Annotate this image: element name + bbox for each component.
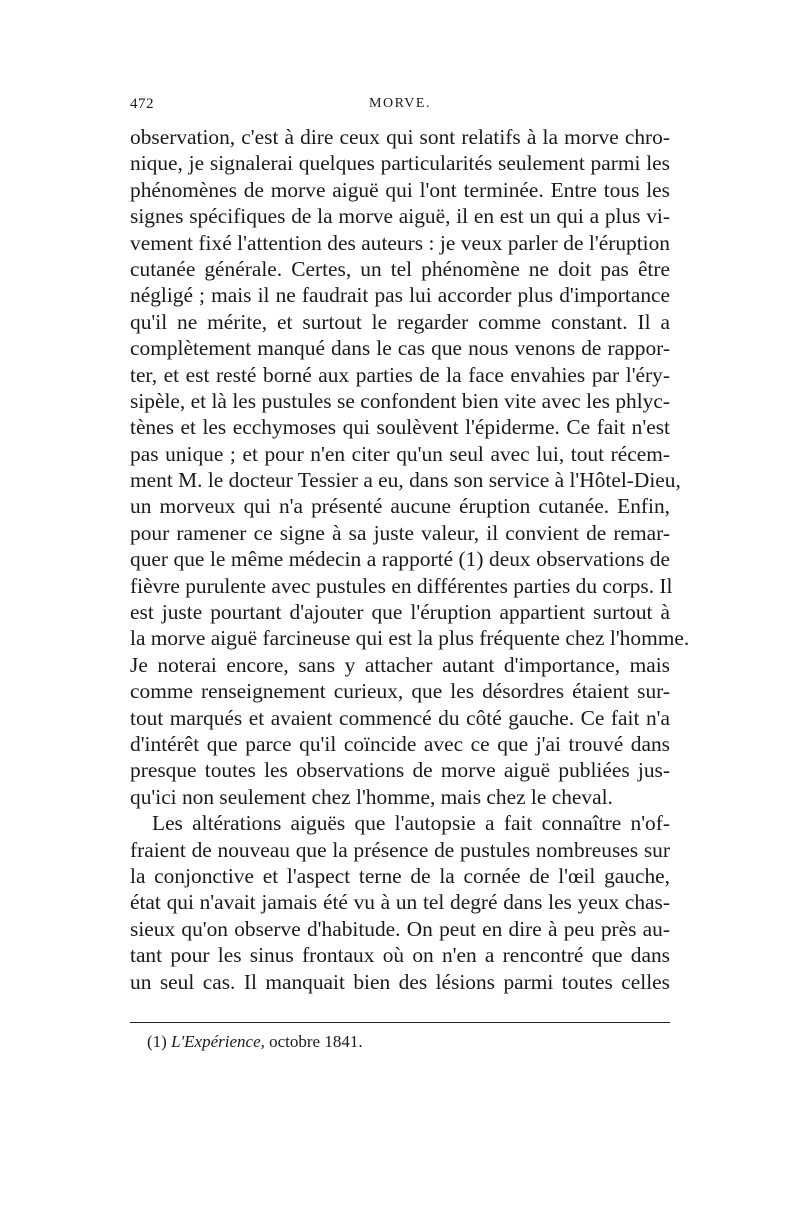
footnote-source: L'Expérience, [171,1032,265,1051]
text-line: cutanée générale. Certes, un tel phénomène ne doit pas être [130,256,670,281]
running-title: MORVE. [369,96,431,111]
footnote-marker: (1) [147,1032,167,1051]
text-line: un seul cas. Il manquait bien des lésions parmi toutes celles [130,969,670,994]
text-line: pas unique ; et pour n'en citer qu'un seul avec lui, tout récem- [130,441,670,466]
text-line: la morve aiguë farcineuse qui est la plus fréquente chez l'homme. [130,626,690,651]
text-line: quer que le même médecin a rapporté (1) deux observations de [130,547,670,572]
text-line: qu'il ne mérite, et surtout le regarder comme constant. Il a [130,309,670,334]
text-line: sipèle, et là les pustules se confondent bien vite avec les phlyc- [130,388,670,413]
text-line: fraient de nouveau que la présence de pustules nombreuses sur [130,837,670,862]
text-line: nique, je signalerai quelques particularités seulement parmi les [130,151,670,176]
text-line: fièvre purulente avec pustules en différentes parties du corps. Il [130,573,673,598]
text-line: vement fixé l'attention des auteurs : je veux parler de l'éruption [130,230,670,255]
body-text [130,124,690,995]
text-line: complètement manqué dans le cas que nous venons de rappor- [130,336,670,361]
text-line: observation, c'est à dire ceux qui sont relatifs à la morve chro- [130,125,670,149]
text-line: qu'ici non seulement chez l'homme, mais chez le cheval. [130,784,613,809]
text-line: tout marqués et avaient commencé du côté gauche. Ce fait n'a [130,705,670,730]
text-line: presque toutes les observations de morve aiguë publiées jus- [130,758,670,783]
text-line: ter, et est resté borné aux parties de la face envahies par l'éry- [130,362,670,387]
text-line: phénomènes de morve aiguë qui l'ont terminée. Entre tous les [130,177,670,202]
text-line: état qui n'avait jamais été vu à un tel degré dans les yeux chas- [130,890,670,915]
footnote-date: octobre 1841. [269,1032,363,1051]
text-line: Les altérations aiguës que l'autopsie a fait connaître n'of- [152,811,670,836]
text-line: sieux qu'on observe d'habitude. On peut en dire à peu près au- [130,916,670,941]
text-line: est juste pourtant d'ajouter que l'éruption appartient surtout à [130,600,670,625]
text-line: comme renseignement curieux, que les désordres étaient sur- [130,679,670,704]
page-header [130,96,670,118]
text-line: pour ramener ce signe à sa juste valeur, il convient de remar- [130,520,670,545]
text-line: ment M. le docteur Tessier a eu, dans son service à l'Hôtel-Dieu, [130,468,681,493]
page-number: 472 [130,96,154,112]
text-line: signes spécifiques de la morve aiguë, il en est un qui a plus vi- [130,204,670,229]
footnote [147,1032,363,1052]
text-line: la conjonctive et l'aspect terne de la cornée de l'œil gauche, [130,863,670,888]
text-line: d'intérêt que parce qu'il coïncide avec ce que j'ai trouvé dans [130,731,670,756]
text-line: tènes et les ecchymoses qui soulèvent l'épiderme. Ce fait n'est [130,415,670,440]
text-line: négligé ; mais il ne faudrait pas lui accorder plus d'importance [130,283,670,308]
footnote-divider [130,1022,670,1023]
text-line: tant pour les sinus frontaux où on n'en a rencontré que dans [130,943,670,968]
text-line: Je noterai encore, sans y attacher autant d'importance, mais [130,652,670,677]
text-line: un morveux qui n'a présenté aucune éruption cutanée. Enfin, [130,494,670,519]
